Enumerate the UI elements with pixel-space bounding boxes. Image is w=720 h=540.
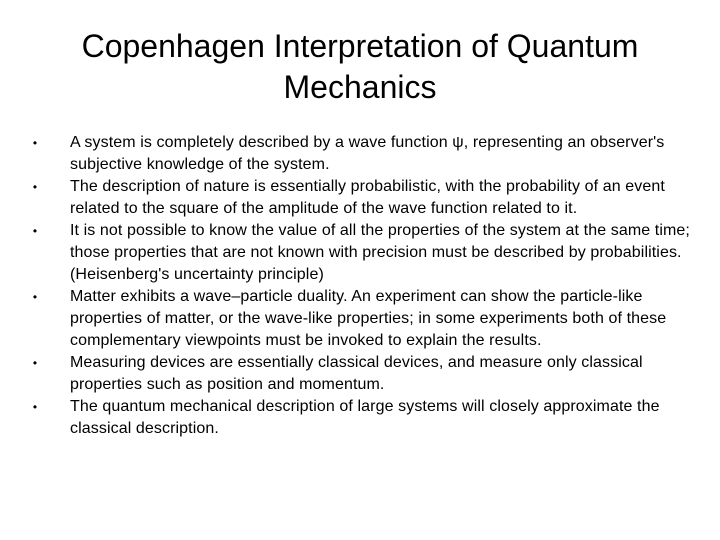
- bullet-icon: •: [32, 356, 38, 370]
- bullet-text: A system is completely described by a wave function ψ, representing an observer's subjective knowledge of the system.: [70, 134, 665, 173]
- bullet-icon: •: [32, 136, 38, 150]
- bullet-icon: •: [32, 224, 38, 238]
- slide-title: Copenhagen Interpretation of Quantum Mechanics: [81, 28, 639, 105]
- bullet-item: [30, 352, 690, 396]
- bullet-item: [30, 396, 690, 440]
- bullet-text: Matter exhibits a wave–particle duality. An experiment can show the particle-like properties of matter, or the wave-like properties; in some experiments both of these complementary viewpoints must be invoked to explain the results.: [70, 288, 667, 349]
- bullet-item: [30, 132, 690, 176]
- bullet-text: The description of nature is essentially probabilistic, with the probability of an event related to the square of the amplitude of the wave function related to it.: [70, 178, 665, 217]
- bullet-list: [30, 132, 690, 440]
- bullet-item: [30, 220, 690, 286]
- bullet-icon: •: [32, 400, 38, 414]
- bullet-item: [30, 286, 690, 352]
- bullet-text: Measuring devices are essentially classical devices, and measure only classical properties such as position and momentum.: [70, 354, 643, 393]
- bullet-item: [30, 176, 690, 220]
- bullet-text: The quantum mechanical description of large systems will closely approximate the classical description.: [70, 398, 660, 437]
- bullet-icon: •: [32, 290, 38, 304]
- bullet-icon: •: [32, 180, 38, 194]
- bullet-text: It is not possible to know the value of all the properties of the system at the same time; those properties that are not known with precision must be described by probabilities. (Heisenberg's uncertainty principle): [70, 222, 690, 283]
